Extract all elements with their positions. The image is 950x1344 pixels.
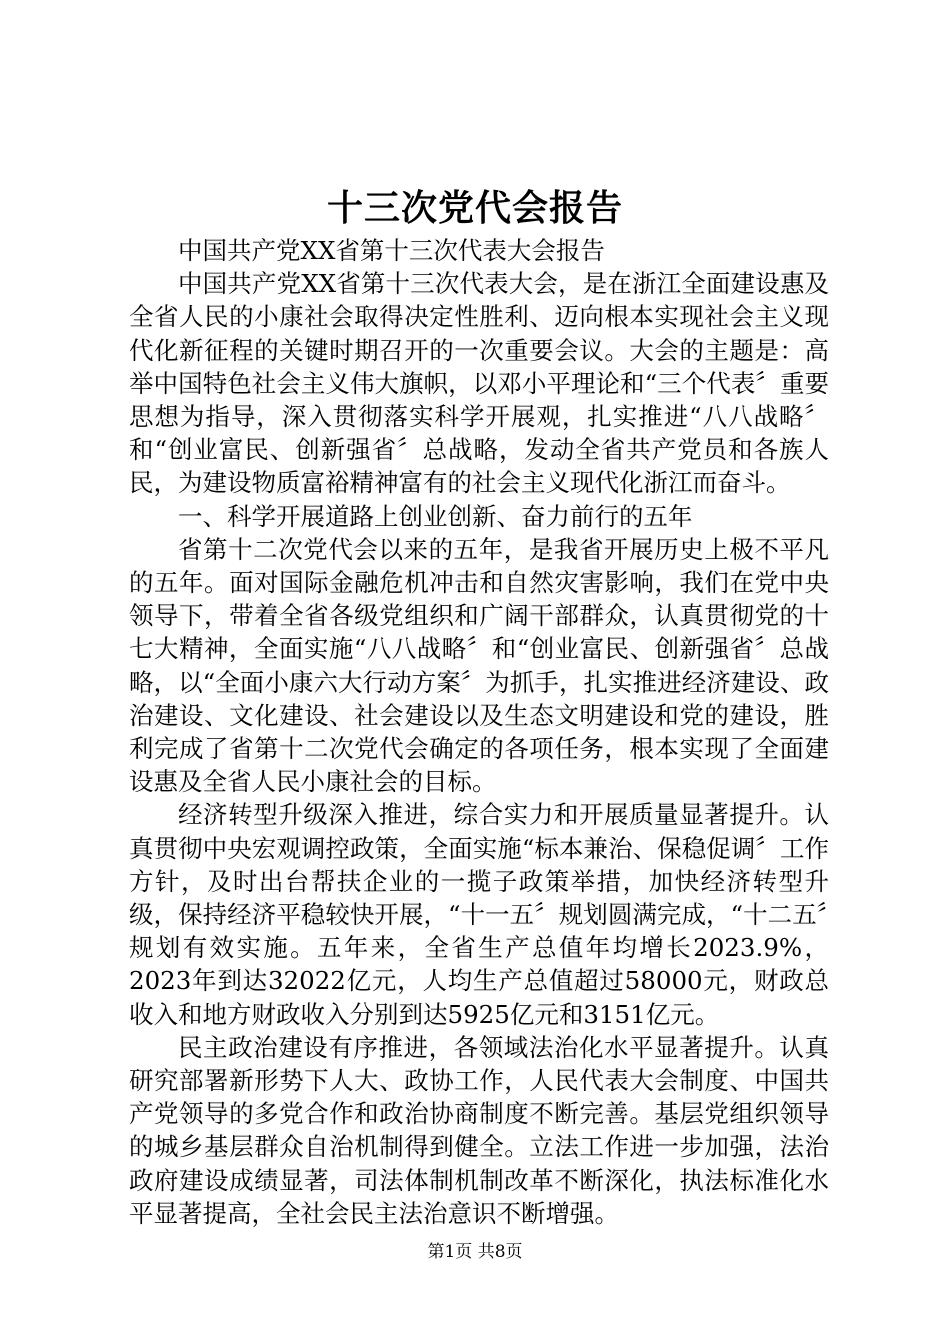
intro-paragraph: 中国共产党XX省第十三次代表大会，是在浙江全面建设惠及全省人民的小康社会取得决定性胜利、迈向根本实现社会主义现代化新征程的关键时期召开的一次重要会议。大会的主题是：高举中国特色社会主义伟大旗帜，以邓小平理论和“三个代表〞重要思想为指导，深入贯彻落实科学开展观，扎实推进“八八战略〞和“创业富民、创新强省〞总战略，发动全省共产党员和各族人民，为建设物质富裕精神富有的社会主义现代化浙江而奋斗。 (129, 269, 829, 498)
document-body (129, 234, 829, 1230)
page-number-footer: 第1页 共8页 (427, 1242, 523, 1262)
document-title: 十三次党代会报告 (326, 187, 623, 229)
body-paragraph: 民主政治建设有序推进，各领域法治化水平显著提升。认真研究部署新形势下人大、政协工作，人民代表大会制度、中国共产党领导的多党合作和政治协商制度不断完善。基层党组织领导的城乡基层群众自治机制得到健全。立法工作进一步加强，法治政府建设成绩显著，司法体制机制改革不断深化，执法标准化水平显著提高，全社会民主法治意识不断增强。 (129, 1032, 829, 1228)
body-paragraph: 经济转型升级深入推进，综合实力和开展质量显著提升。认真贯彻中央宏观调控政策，全面实施“标本兼治、保稳促调〞工作方针，及时出台帮扶企业的一揽子政策举措，加快经济转型升级，保持经济平稳较快开展，“十一五〞规划圆满完成，“十二五〞规划有效实施。五年来，全省生产总值年均增长2023.9%，2023年到达32022亿元，人均生产总值超过58000元，财政总收入和地方财政收入分别到达5925亿元和3151亿元。 (129, 800, 829, 1029)
body-paragraph: 省第十二次党代会以来的五年，是我省开展历史上极不平凡的五年。面对国际金融危机冲击和自然灾害影响，我们在党中央领导下，带着全省各级党组织和广阔干部群众，认真贯彻党的十七大精神，全面实施“八八战略〞和“创业富民、创新强省〞总战略，以“全面小康六大行动方案〞为抓手，扎实推进经济建设、政治建设、文化建设、社会建设以及生态文明建设和党的建设，胜利完成了省第十二次党代会确定的各项任务，根本实现了全面建设惠及全省人民小康社会的目标。 (129, 534, 829, 797)
subtitle-paragraph: 中国共产党XX省第十三次代表大会报告 (178, 236, 605, 265)
section-heading: 一、科学开展道路上创业创新、奋力前行的五年 (178, 501, 693, 531)
